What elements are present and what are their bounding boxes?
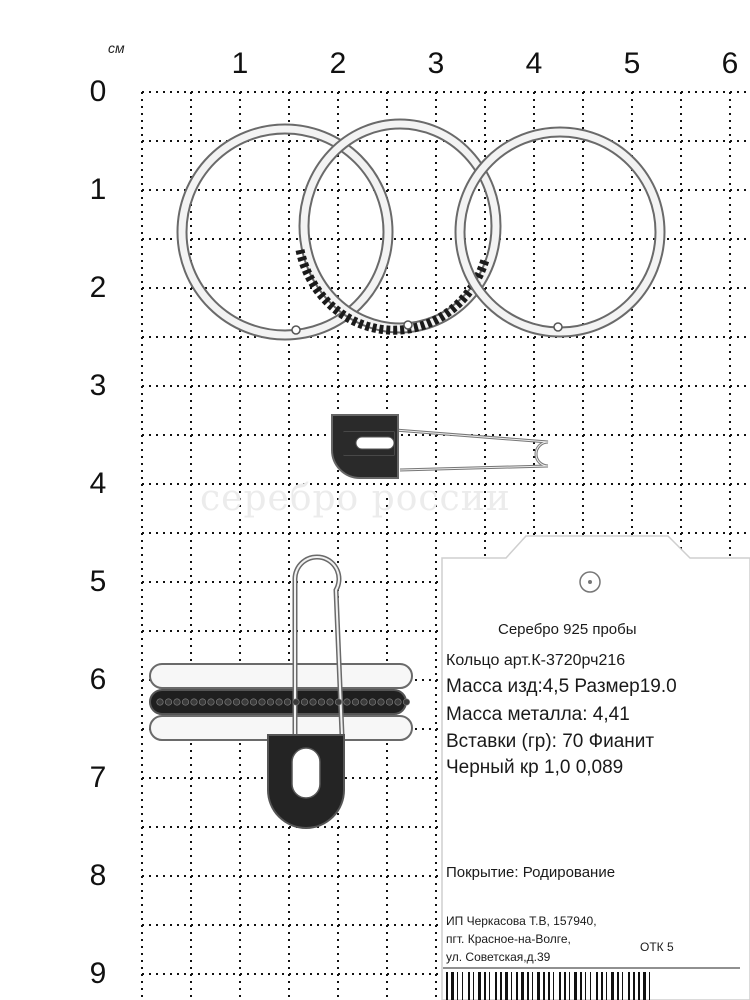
black-stone (276, 699, 282, 705)
black-stone (386, 699, 392, 705)
barcode-bar (601, 972, 603, 1000)
barcode-bar (478, 972, 481, 1000)
barcode-bar (495, 972, 497, 1000)
barcode-bar (489, 972, 490, 1000)
ruler-x-mark: 2 (329, 47, 347, 80)
black-stone (293, 699, 299, 705)
ruler-y-mark: 6 (89, 663, 107, 696)
safety-pin (332, 415, 548, 478)
ruler-x-mark: 1 (231, 47, 249, 80)
tag-coating: Покрытие: Родирование (446, 864, 616, 881)
barcode-bar (548, 972, 550, 1000)
black-stone (225, 699, 231, 705)
barcode-bar (611, 972, 614, 1000)
barcode-bar (569, 972, 570, 1000)
barcode-bar (468, 972, 470, 1000)
black-stone (259, 699, 265, 705)
tag-maker-line3: ул. Советская,д.39 (446, 950, 551, 964)
black-stone (284, 699, 290, 705)
barcode-bar (505, 972, 508, 1000)
barcode-bar (462, 972, 463, 1000)
ruler-x-mark: 4 (525, 47, 543, 80)
black-stone (327, 699, 333, 705)
barcode-bar (574, 972, 577, 1000)
watermark-text: серебро россии (200, 478, 511, 519)
black-stone (335, 699, 341, 705)
ruler-y-mark: 7 (89, 761, 107, 794)
black-stone (199, 699, 205, 705)
black-stone (310, 699, 316, 705)
black-stone (369, 699, 375, 705)
black-stone (191, 699, 197, 705)
tag-maker-line1: ИП Черкасова Т.В, 157940, (446, 914, 597, 928)
barcode-bar (580, 972, 582, 1000)
barcode-bar (511, 972, 512, 1000)
barcode-bar (516, 972, 518, 1000)
tag-weight-size: Масса изд:4,5 Размер19.0 (446, 676, 677, 697)
ruler-y-mark: 4 (89, 467, 107, 500)
ruler-y-mark: 5 (89, 565, 107, 598)
barcode-bar (521, 972, 524, 1000)
barcode-bar (451, 972, 454, 1000)
ruler-y-mark: 8 (89, 859, 107, 892)
barcode-bar (628, 972, 630, 1000)
black-stone (395, 699, 401, 705)
ruler-y-mark: 9 (89, 957, 107, 990)
tag-maker-line2: пгт. Красное-на-Волге, (446, 932, 571, 946)
barcode-bar (638, 972, 640, 1000)
ring-set (182, 124, 660, 335)
tag-otk: ОТК 5 (640, 940, 674, 954)
ruler-y-mark: 1 (89, 173, 107, 206)
black-stone (233, 699, 239, 705)
barcode-bar (543, 972, 545, 1000)
barcode-bar (633, 972, 635, 1000)
ruler-y-mark: 2 (89, 271, 107, 304)
barcode-bar (537, 972, 540, 1000)
barcode-bar (590, 972, 591, 1000)
tag-inserts: Вставки (гр): 70 Фианит (446, 731, 655, 752)
black-stone (318, 699, 324, 705)
barcode-bar (596, 972, 598, 1000)
barcode-bar (617, 972, 619, 1000)
barcode-bar (559, 972, 561, 1000)
tag-stone-details: Черный кр 1,0 0,089 (446, 757, 624, 778)
barcode-bar (643, 972, 646, 1000)
black-stone (157, 699, 163, 705)
black-stone (165, 699, 171, 705)
black-stone (267, 699, 273, 705)
black-stone (403, 699, 409, 705)
black-stone (174, 699, 180, 705)
black-stone (182, 699, 188, 705)
black-stone (352, 699, 358, 705)
barcode-bar (606, 972, 607, 1000)
black-stone (378, 699, 384, 705)
barcode-bar (532, 972, 533, 1000)
ruler-y-mark: 3 (89, 369, 107, 402)
barcode-bar (649, 972, 650, 1000)
ruler-x-mark: 3 (427, 47, 445, 80)
tag-article: Кольцо арт.К-3720рч216 (446, 652, 626, 669)
black-stone (216, 699, 222, 705)
barcode-bar (585, 972, 586, 1000)
assembled-ring (150, 557, 412, 828)
ruler-x-mark: 5 (623, 47, 641, 80)
black-stone (301, 699, 307, 705)
black-stone (242, 699, 248, 705)
barcode-bar (473, 972, 474, 1000)
black-stone (361, 699, 367, 705)
barcode-bar (484, 972, 486, 1000)
barcode-bar (564, 972, 566, 1000)
tag-metal-grade: Серебро 925 пробы (498, 621, 637, 638)
tag-metal-weight: Масса металла: 4,41 (446, 704, 630, 725)
black-stone (344, 699, 350, 705)
barcode-bar (553, 972, 554, 1000)
barcode-bar (622, 972, 623, 1000)
black-stone (208, 699, 214, 705)
barcode-bar (527, 972, 529, 1000)
ruler-x-mark: 6 (721, 47, 739, 80)
barcode-bar (457, 972, 458, 1000)
black-stone (250, 699, 256, 705)
unit-label: см (108, 40, 125, 56)
ruler-y-mark: 0 (89, 75, 107, 108)
barcode-bar (446, 972, 448, 1000)
barcode-bar (500, 972, 502, 1000)
